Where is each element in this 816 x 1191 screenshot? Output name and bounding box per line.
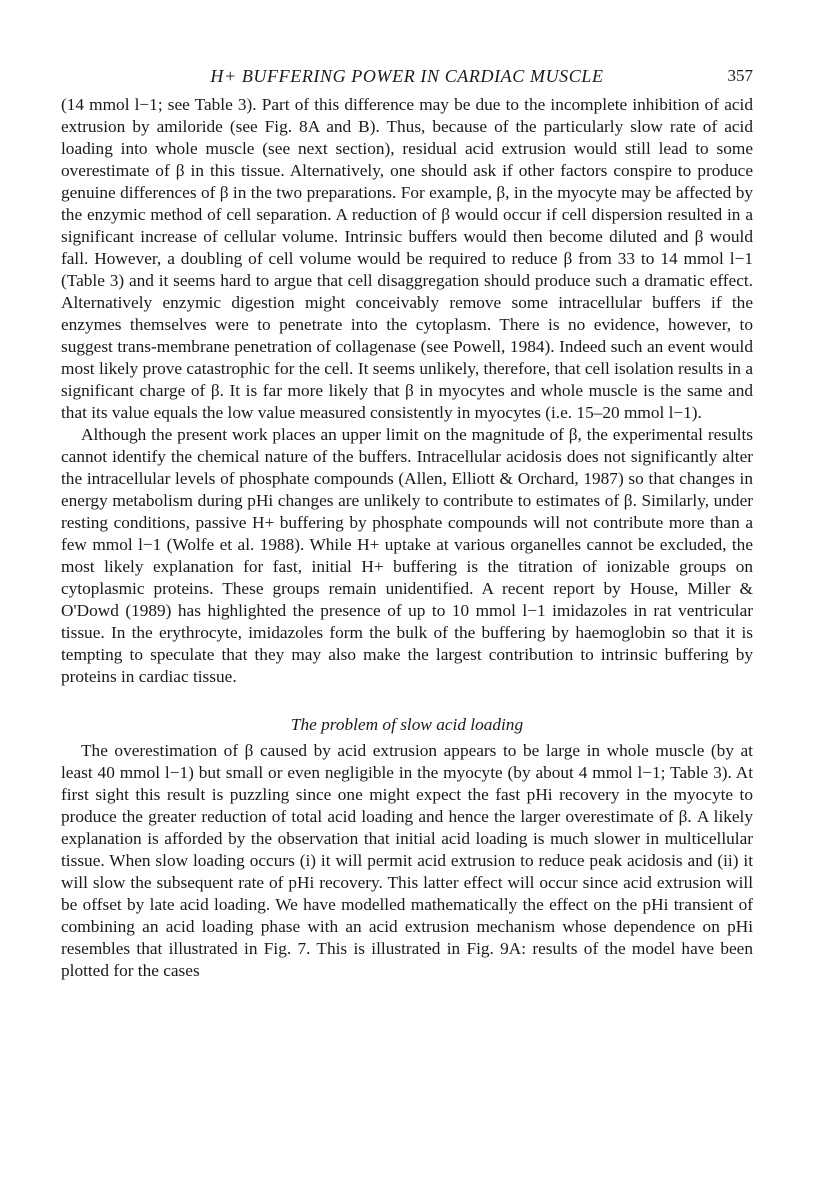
running-head bbox=[61, 66, 753, 94]
page-number: 357 bbox=[727, 66, 753, 85]
running-title: H+ BUFFERING POWER IN CARDIAC MUSCLE bbox=[210, 66, 604, 86]
journal-page bbox=[61, 66, 753, 982]
paragraph-buffer-comparison: (14 mmol l−1; see Table 3). Part of this difference may be due to the incomplete inhibition of acid extrusion by amiloride (see Fig. 8A and B). Thus, because of the particularly slow rate of acid loading into whole muscle (see next section), residual acid extrusion would still lead to some overestimate of β in this tissue. Alternatively, one should ask if other factors conspire to produce genuine differences of β in the two preparations. For example, β, in the myocyte may be affected by the enzymic method of cell separation. A reduction of β would occur if cell dispersion resulted in a significant increase of cellular volume. Intrinsic buffers would then become diluted and β would fall. However, a doubling of cell volume would be required to reduce β from 33 to 14 mmol l−1 (Table 3) and it seems hard to argue that cell disaggregation should produce such a dramatic effect. Alternatively enzymic digestion might conceivably remove some intracellular buffers if the enzymes themselves were to penetrate into the cytoplasm. There is no evidence, however, to suggest trans-membrane penetration of collagenase (see Powell, 1984). Indeed such an event would most likely prove catastrophic for the cell. It seems unlikely, therefore, that cell isolation results in a significant charge of β. It is far more likely that β in myocytes and whole muscle is the same and that its value equals the low value measured consistently in myocytes (i.e. 15–20 mmol l−1). bbox=[61, 95, 753, 422]
paragraph-buffer-nature: Although the present work places an upper limit on the magnitude of β, the experimental results cannot identify the chemical nature of the buffers. Intracellular acidosis does not significantly alter the intracellular levels of phosphate compounds (Allen, Elliott & Orchard, 1987) so that changes in energy metabolism during pHi changes are unlikely to contribute to estimates of β. Similarly, under resting conditions, passive H+ buffering by phosphate compounds will not contribute more than a few mmol l−1 (Wolfe et al. 1988). While H+ uptake at various organelles cannot be excluded, the most likely explanation for fast, initial H+ buffering is the titration of ionizable groups on cytoplasmic proteins. These groups remain unidentified. A recent report by House, Miller & O'Dowd (1989) has highlighted the presence of up to 10 mmol l−1 imidazoles in rat ventricular tissue. In the erythrocyte, imidazoles form the bulk of the buffering by haemoglobin so that it is tempting to speculate that they may also make the largest contribution to intrinsic buffering by proteins in cardiac tissue. bbox=[61, 425, 753, 686]
paragraph-slow-acid-loading: The overestimation of β caused by acid extrusion appears to be large in whole muscle (by at least 40 mmol l−1) but small or even negligible in the myocyte (by about 4 mmol l−1; Table 3). At first sight this result is puzzling since one might expect the fast pHi recovery in the myocyte to produce the greater reduction of total acid loading and hence the larger overestimate of β. A likely explanation is afforded by the observation that initial acid loading is much slower in multicellular tissue. When slow loading occurs (i) it will permit acid extrusion to reduce peak acidosis and (ii) it will slow the subsequent rate of pHi recovery. This latter effect will occur since acid extrusion will be offset by late acid loading. We have modelled mathematically the effect on the pHi transient of combining an acid loading phase with an acid extrusion mechanism whose dependence on pHi resembles that illustrated in Fig. 7. This is illustrated in Fig. 9A: results of the model have been plotted for the cases bbox=[61, 741, 753, 980]
section-heading: The problem of slow acid loading bbox=[290, 715, 524, 734]
